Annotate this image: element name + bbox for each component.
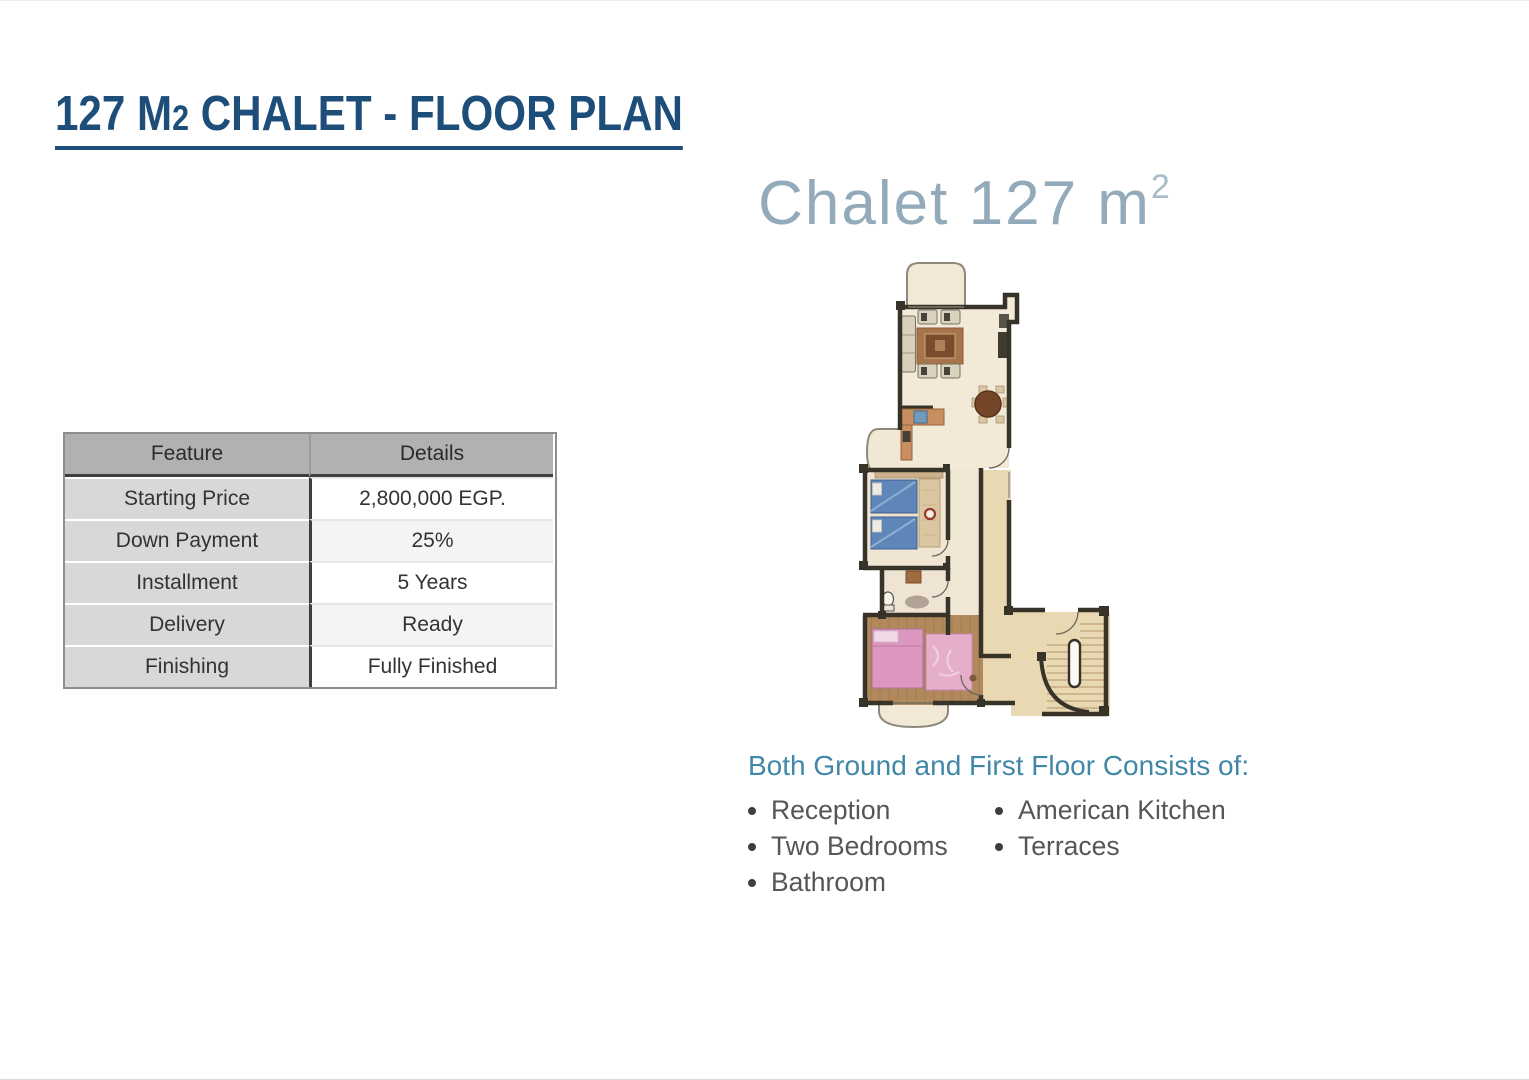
- balcony-bottom: [879, 704, 948, 727]
- vanity: [906, 571, 921, 583]
- bullet-icon: [995, 807, 1003, 815]
- corridor-floor: [950, 468, 983, 618]
- side-table: [925, 509, 935, 519]
- spec-table: [63, 432, 557, 689]
- feature-item-reception: [748, 797, 988, 824]
- slide-top-edge: [0, 0, 1529, 1]
- feature-item-terraces: [995, 833, 1235, 860]
- feature-item-two-bedrooms: [748, 833, 988, 860]
- table-row-value: 2,800,000 EGP.: [309, 477, 553, 519]
- consists-heading: Both Ground and First Floor Consists of:: [748, 750, 1250, 781]
- table-row-feature: Starting Price: [65, 477, 309, 519]
- pink-rug: [926, 634, 972, 690]
- bullet-icon: [748, 807, 756, 815]
- table-row-value: 25%: [309, 519, 553, 561]
- table-row-feature: Delivery: [65, 603, 309, 645]
- bullet-icon: [748, 879, 756, 887]
- feature-label: Two Bedrooms: [771, 831, 948, 861]
- feature-item-american-kitchen: [995, 797, 1235, 824]
- plan-heading: [735, 168, 1195, 239]
- feature-label: Terraces: [1018, 831, 1120, 861]
- floor-plan-graphic: [855, 250, 1113, 738]
- page-title: [55, 86, 785, 150]
- twin-bedroom-furniture: [871, 471, 943, 549]
- bullet-icon: [995, 843, 1003, 851]
- consists-column-1: [748, 797, 988, 905]
- plan-heading-superscript: 2: [1150, 168, 1172, 206]
- floor-plan: [855, 250, 1113, 738]
- feature-item-bathroom: [748, 869, 988, 896]
- plan-heading-text: Chalet 127 m: [758, 169, 1151, 238]
- bullet-icon: [748, 843, 756, 851]
- side-planter: [867, 429, 901, 474]
- page-title-text: [55, 86, 683, 150]
- feature-label: American Kitchen: [1018, 795, 1226, 825]
- feature-label: Reception: [771, 795, 891, 825]
- feature-label: Bathroom: [771, 867, 886, 897]
- balcony-top: [907, 263, 965, 306]
- table-header-feature: Feature: [65, 434, 309, 477]
- table-row-value: 5 Years: [309, 561, 553, 603]
- table-row-value: Fully Finished: [309, 645, 553, 687]
- consists-column-2: [995, 797, 1235, 869]
- door-knob: [970, 675, 977, 682]
- bath-rug: [905, 596, 929, 609]
- table-row-feature: Down Payment: [65, 519, 309, 561]
- title-sub: 2: [172, 99, 189, 138]
- table-row-feature: Finishing: [65, 645, 309, 687]
- title-prefix: 127 M: [55, 87, 173, 141]
- table-header-details: Details: [309, 434, 553, 477]
- table-row-value: Ready: [309, 603, 553, 645]
- table-row-feature: Installment: [65, 561, 309, 603]
- title-suffix: CHALET - FLOOR PLAN: [188, 87, 683, 141]
